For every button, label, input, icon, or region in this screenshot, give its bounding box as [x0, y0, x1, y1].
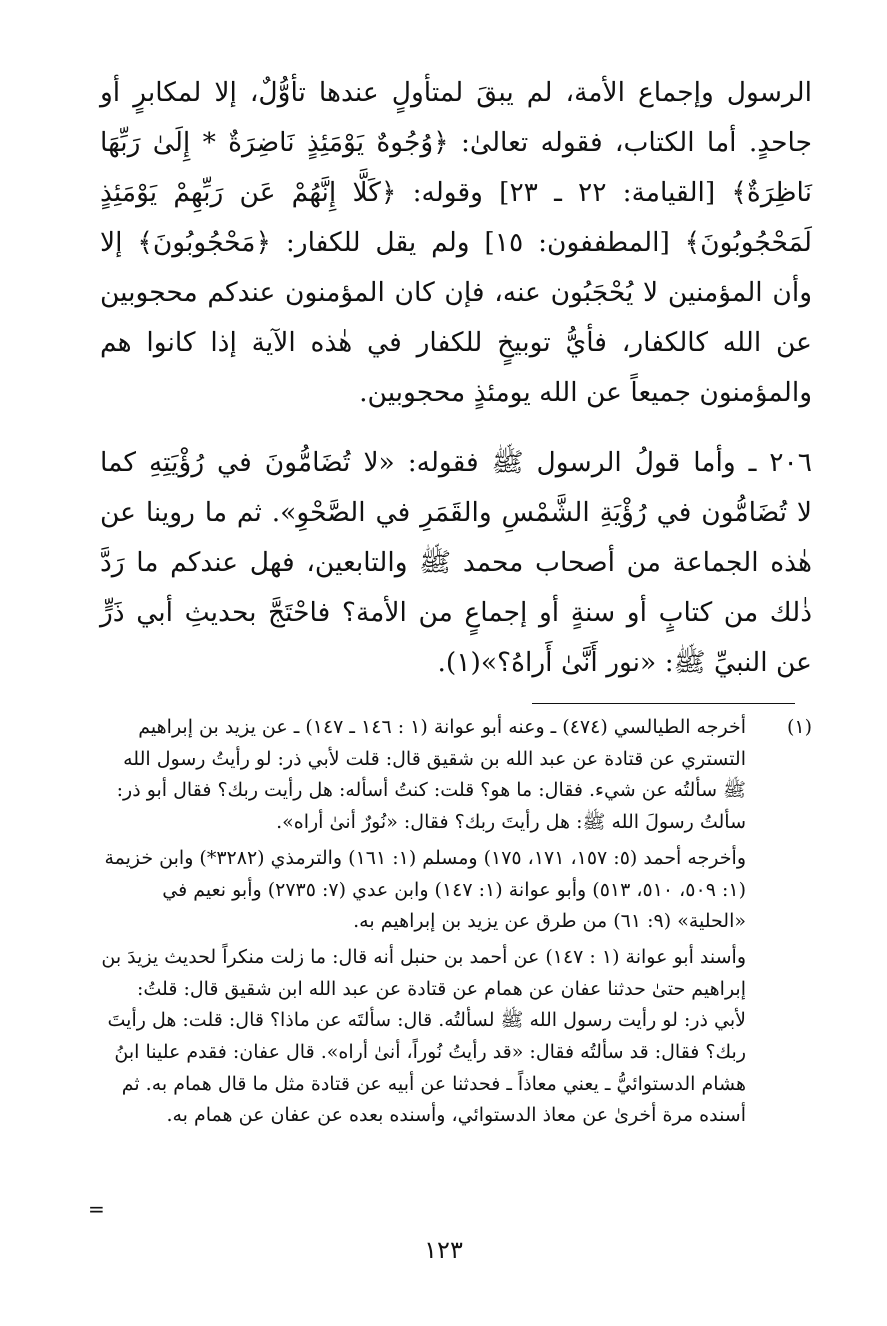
text-line: وأن المؤمنين لا يُحْجَبُون عنه، فإن كان المؤمنون عندكم محجوبين	[100, 277, 812, 308]
footnote-number: (١)	[786, 716, 812, 738]
footnote-paragraph: وأسند أبو عوانة (١ : ١٤٧) عن أحمد بن حنبل أنه قال: ما زلت منكراً لحديث يزيدَ بن إبراهيم حتىٰ حدثنا عفان عن همام عن قتادة عن عبد الله ابن شقيق قال: قلتُ: لأبي ذر: لو رأيت رسول الله ﷺ لسألتُه. قال: سألتَه عن ماذا؟ قال: قلت: هل رأيتَ ربك؟ فقال: قد سألتُه فقال: «قد رأيتُ نُوراً، أنىٰ أراه». قال عفان: فقدم علينا ابنُ هشام الدستوائيُّ ـ يعني معاذاً ـ فحدثنا عن أبيه عن قتادة مثل ما قال همام به. ثم أسنده مرة أخرىٰ عن معاذ الدستوائي، وأسنده بعده عن عفان عن همام به.	[101, 945, 746, 1127]
footnote-paragraph: وأخرجه أحمد (٥: ١٥٧، ١٧١، ١٧٥) ومسلم (١: ١٦١) والترمذي (٣٢٨٢*) وابن خزيمة (١: ٥٠٩، ٥١٠، ٥١٣) وأبو عوانة (١: ١٤٧) وابن عدي (٧: ٢٧٣٥) وأبو نعيم في «الحلية» (٩: ٦١) من طرق عن يزيد بن إبراهيم به.	[104, 846, 746, 933]
text-line: عن الله كالكفار، فأيُّ توبيخٍ للكفار في هٰذه الآية إذا كانوا هم	[100, 327, 812, 358]
text-line: ذٰلك من كتابٍ أو سنةٍ أو إجماعٍ من الأمة؟ فاحْتَجَّ بحديثِ أبي ذَرٍّ	[100, 597, 812, 628]
text-line: والمؤمنون جميعاً عن الله يومئذٍ محجوبين.	[359, 377, 812, 408]
text-line: جاحدٍ. أما الكتاب، فقوله تعالىٰ: ﴿وُجُوهٌ يَوْمَئِذٍ نَاضِرَةٌ * إِلَىٰ رَبِّهَا	[100, 127, 812, 158]
text-line: لا تُضَامُّون في رُؤْيَةِ الشَّمْسِ والقَمَرِ في الصَّحْوِ». ثم ما روينا عن	[100, 497, 812, 528]
main-text	[100, 68, 812, 688]
footnote-body	[100, 712, 746, 1132]
text-line: نَاظِرَةٌ﴾ [القيامة: ٢٢ ـ ٢٣] وقوله: ﴿كَلَّا إِنَّهُمْ عَن رَبِّهِمْ يَوْمَئِذٍ	[100, 177, 812, 208]
footnote-paragraph: أخرجه الطيالسي (٤٧٤) ـ وعنه أبو عوانة (١ : ١٤٦ ـ ١٤٧) ـ عن يزيد بن إبراهيم التستري عن قتادة عن عبد الله بن شقيق قال: قلت لأبي ذر: لو رأيتُ رسول الله ﷺ سألتُه عن شيء. فقال: ما هو؟ قلت: كنتُ أسأله: هل رأيت ربك؟ فقال أبو ذر: سألتُ رسولَ الله ﷺ: هل رأيتَ ربك؟ فقال: «نُورٌ أنىٰ أراه».	[116, 716, 746, 834]
paragraph-2	[100, 438, 812, 688]
text-line: الرسول وإجماع الأمة، لم يبقَ لمتأولٍ عندها تأوُّلٌ، إلا لمكابرٍ أو	[100, 77, 812, 108]
text-line: ٢٠٦ ـ وأما قولُ الرسول ﷺ فقوله: «لا تُضَامُّونَ في رُؤْيَتِهِ كما	[100, 447, 812, 478]
continuation-mark: =	[88, 1197, 105, 1221]
paragraph-1	[100, 68, 812, 418]
text-line: لَمَحْجُوبُونَ﴾ [المطففون: ١٥] ولم يقل للكفار: ﴿مَحْجُوبُونَ﴾ إلا	[100, 227, 812, 258]
page-number: ١٢٣	[424, 1236, 463, 1264]
text-line: هٰذه الجماعة من أصحاب محمد ﷺ والتابعين، فهل عندكم ما رَدَّ	[100, 547, 812, 578]
text-line: عن النبيِّ ﷺ: «نور أَنَّىٰ أَراهُ؟»(١).	[437, 647, 812, 678]
footnote	[100, 712, 812, 1136]
footnote-separator	[532, 703, 795, 704]
